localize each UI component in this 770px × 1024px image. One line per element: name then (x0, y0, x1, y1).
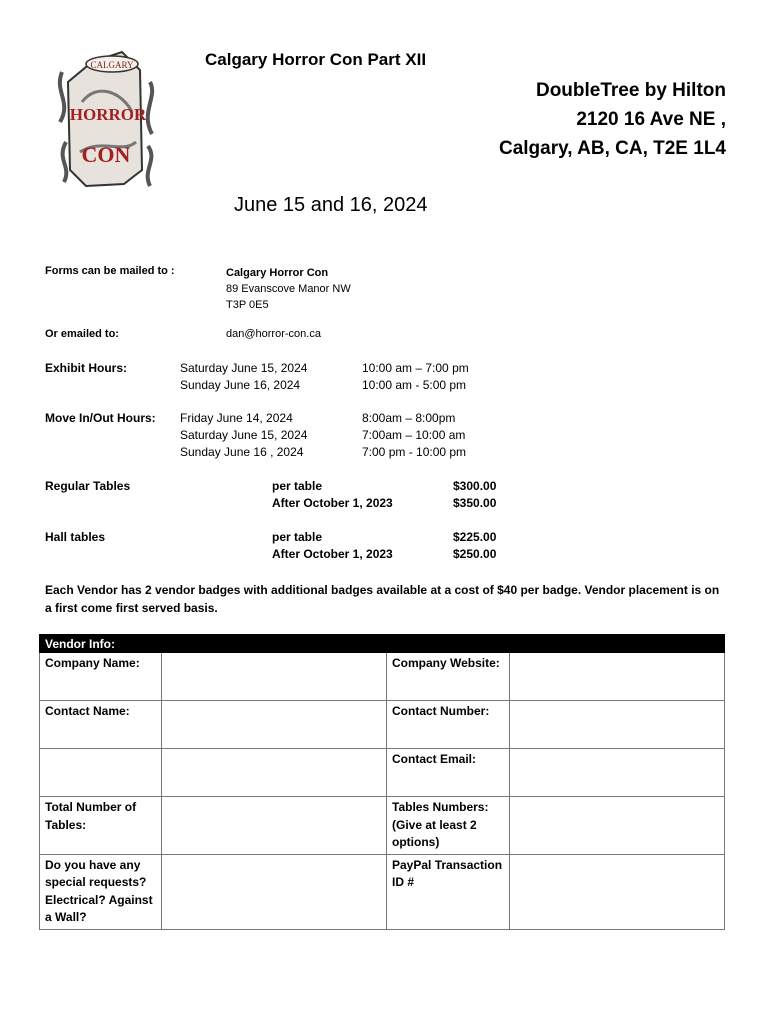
svg-text:HORROR: HORROR (69, 105, 147, 124)
after-date-label: After October 1, 2023 (272, 547, 393, 561)
move-days (180, 410, 307, 461)
email-label: Or emailed to: (45, 328, 119, 340)
hall-tables-terms (272, 529, 393, 563)
hall-tables-prices (453, 529, 496, 563)
move-day: Sunday June 16 , 2024 (180, 445, 304, 459)
price-after: $350.00 (453, 496, 497, 510)
venue-address (470, 76, 726, 163)
exhibit-day: Saturday June 15, 2024 (180, 361, 308, 375)
mail-name: Calgary Horror Con (226, 267, 329, 279)
svg-text:CON: CON (81, 142, 131, 167)
svg-text:CALGARY: CALGARY (90, 60, 134, 70)
move-times (362, 410, 466, 461)
company-website-label: Company Website: (387, 653, 510, 701)
move-time: 7:00 pm - 10:00 pm (362, 445, 467, 459)
vendor-info-table (39, 634, 725, 930)
table-numbers-field[interactable] (510, 797, 725, 855)
regular-tables-prices (453, 478, 496, 512)
per-table-label: per table (272, 530, 323, 544)
horror-con-logo (52, 42, 160, 192)
special-requests-field[interactable] (162, 854, 387, 929)
after-date-label: After October 1, 2023 (272, 496, 393, 510)
move-hours-label: Move In/Out Hours: (45, 411, 156, 425)
mail-address (226, 265, 351, 313)
mail-street: 89 Evanscove Manor NW (226, 283, 351, 295)
price: $225.00 (453, 530, 497, 544)
move-time: 8:00am – 8:00pm (362, 411, 456, 425)
exhibit-time: 10:00 am – 7:00 pm (362, 361, 469, 375)
contact-name-field[interactable] (162, 701, 387, 749)
mail-label: Forms can be mailed to : (45, 265, 175, 277)
special-requests-label: Do you have any special requests? Electrical? Against a Wall? (40, 854, 162, 929)
price-after: $250.00 (453, 547, 497, 561)
move-day: Saturday June 15, 2024 (180, 428, 308, 442)
regular-tables-label: Regular Tables (45, 479, 131, 493)
vendor-info-header: Vendor Info: (40, 635, 725, 653)
company-name-label: Company Name: (40, 653, 162, 701)
email-address: dan@horror-con.ca (226, 328, 321, 340)
vendor-badge-note: Each Vendor has 2 vendor badges with additional badges available at a cost of $40 per badge. Vendor placement is on a first come first served basis. (45, 583, 720, 615)
exhibit-hours-label: Exhibit Hours: (45, 361, 128, 375)
paypal-transaction-label: PayPal Transaction ID # (387, 854, 510, 929)
total-tables-field[interactable] (162, 797, 387, 855)
contact-email-field[interactable] (510, 749, 725, 797)
venue-line: Calgary, AB, CA, T2E 1L4 (498, 138, 726, 159)
contact-email-label: Contact Email: (387, 749, 510, 797)
per-table-label: per table (272, 479, 323, 493)
contact-number-label: Contact Number: (387, 701, 510, 749)
blank-field[interactable] (162, 749, 387, 797)
exhibit-time: 10:00 am - 5:00 pm (362, 378, 467, 392)
venue-line: DoubleTree by Hilton (535, 80, 726, 101)
paypal-transaction-field[interactable] (510, 854, 725, 929)
exhibit-times (362, 360, 469, 394)
contact-name-label: Contact Name: (40, 701, 162, 749)
total-tables-label: Total Number of Tables: (40, 797, 162, 855)
table-numbers-label: Tables Numbers: (Give at least 2 options) (387, 797, 510, 855)
exhibit-day: Sunday June 16, 2024 (180, 378, 301, 392)
event-title: Calgary Horror Con Part XII (205, 50, 427, 69)
price: $300.00 (453, 479, 497, 493)
move-time: 7:00am – 10:00 am (362, 428, 466, 442)
mail-postal: T3P 0E5 (226, 299, 269, 311)
regular-tables-terms (272, 478, 393, 512)
exhibit-days (180, 360, 307, 394)
event-date: June 15 and 16, 2024 (234, 194, 428, 216)
hall-tables-label: Hall tables (45, 530, 106, 544)
company-website-field[interactable] (510, 653, 725, 701)
blank-cell (40, 749, 162, 797)
company-name-field[interactable] (162, 653, 387, 701)
contact-number-field[interactable] (510, 701, 725, 749)
venue-line: 2120 16 Ave NE , (576, 109, 726, 130)
move-day: Friday June 14, 2024 (180, 411, 293, 425)
